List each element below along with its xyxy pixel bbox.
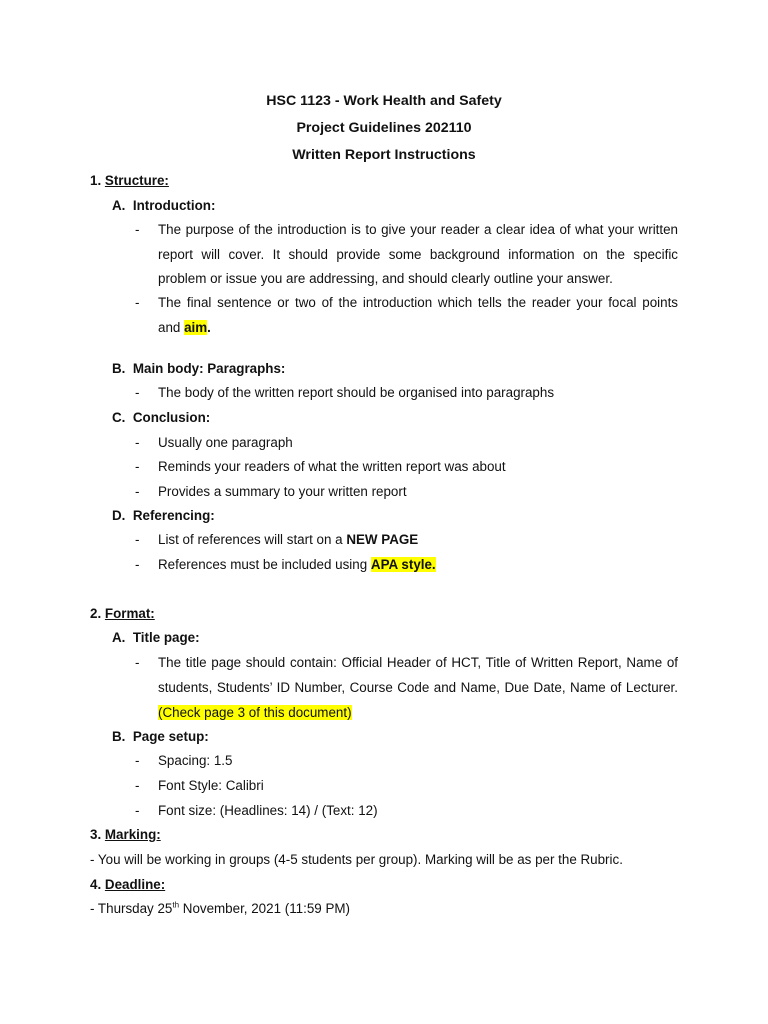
page-setup-bullet3: Font size: (Headlines: 14) / (Text: 12) xyxy=(158,803,378,818)
body-bullet1: The body of the written report should be organised into paragraphs xyxy=(158,385,555,400)
title-page-note xyxy=(158,705,352,720)
bullet-dash: - xyxy=(135,753,140,768)
conclusion-bullet2: Reminds your readers of what the written report was about xyxy=(158,459,506,474)
intro-bullet1-line2: report will cover. It should provide some background information on the specific xyxy=(158,247,678,262)
subsection-conclusion-heading: C. Conclusion: xyxy=(112,410,211,425)
section-title: Marking: xyxy=(104,827,161,842)
section-marking-heading xyxy=(90,827,161,842)
subsection-introduction-heading: A. Introduction: xyxy=(112,198,216,213)
bullet-dash: - xyxy=(135,532,140,547)
section-number: 1. xyxy=(90,173,102,188)
check-page-highlight: (Check page 3 of this document) xyxy=(158,705,352,720)
intro-bullet2-line2: and aim. xyxy=(158,320,211,335)
title-page-bullet-line1: The title page should contain: Official Header of HCT, Title of Written Report, Name of xyxy=(158,655,678,670)
intro-bullet1-line1: The purpose of the introduction is to give your reader a clear idea of what your written xyxy=(158,222,678,237)
section-title: Format: xyxy=(104,606,155,621)
section-number: 2. xyxy=(90,606,102,621)
bullet-dash: - xyxy=(135,222,140,237)
section-title: Structure: xyxy=(104,173,169,188)
section-deadline-heading xyxy=(90,877,165,892)
referencing-bullet1: List of references will start on a NEW PAGE xyxy=(158,532,419,547)
section-title: Deadline: xyxy=(104,877,166,892)
section-number: 4. xyxy=(90,877,102,892)
bullet-dash: - xyxy=(135,295,140,310)
bullet-dash: - xyxy=(135,803,140,818)
deadline-text: - Thursday 25th November, 2021 (11:59 PM) xyxy=(90,900,350,916)
apa-style-highlight: APA style. xyxy=(370,557,436,572)
section-number: 3. xyxy=(90,827,102,842)
referencing-bullet2: References must be included using APA style. xyxy=(158,557,436,572)
conclusion-bullet1: Usually one paragraph xyxy=(158,435,293,450)
page-setup-bullet2: Font Style: Calibri xyxy=(158,778,264,793)
subsection-main-body-heading: B. Main body: Paragraphs: xyxy=(112,361,286,376)
aim-highlight: aim xyxy=(184,320,208,335)
intro-bullet2-line1: The final sentence or two of the introduction which tells the reader your focal points xyxy=(158,295,678,310)
subsection-page-setup-heading: B. Page setup: xyxy=(112,729,209,744)
bullet-dash: - xyxy=(135,435,140,450)
bullet-dash: - xyxy=(135,655,140,670)
subsection-title-page-heading: A. Title page: xyxy=(112,630,200,645)
marking-text: - You will be working in groups (4-5 students per group). Marking will be as per the Rubric. xyxy=(90,852,623,867)
title-page-bullet-line2: students, Students’ ID Number, Course Code and Name, Due Date, Name of Lecturer. xyxy=(158,680,678,695)
document-title-course: HSC 1123 - Work Health and Safety xyxy=(266,93,502,109)
bullet-dash: - xyxy=(135,385,140,400)
intro-bullet1-line3: problem or issue you are addressing, and should clearly outline your answer. xyxy=(158,271,613,286)
section-format-heading xyxy=(90,606,155,621)
section-structure-heading xyxy=(90,173,169,188)
bullet-dash: - xyxy=(135,484,140,499)
subsection-referencing-heading: D. Referencing: xyxy=(112,508,215,523)
conclusion-bullet3: Provides a summary to your written report xyxy=(158,484,407,499)
bullet-dash: - xyxy=(135,778,140,793)
document-title-guidelines: Project Guidelines 202110 xyxy=(296,120,472,136)
page-setup-bullet1: Spacing: 1.5 xyxy=(158,753,233,768)
document-title-instructions: Written Report Instructions xyxy=(292,147,476,163)
bullet-dash: - xyxy=(135,459,140,474)
bullet-dash: - xyxy=(135,557,140,572)
new-page-emphasis: NEW PAGE xyxy=(346,532,419,547)
